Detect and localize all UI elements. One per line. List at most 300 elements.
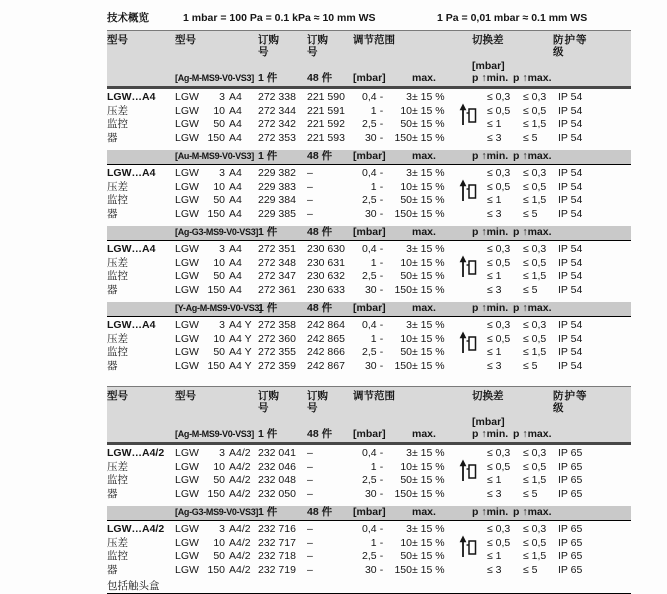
row-group-label: 压差 — [107, 180, 128, 193]
model-prefix: LGW — [175, 180, 199, 193]
range-max: 3 — [406, 167, 412, 179]
model-name — [175, 257, 258, 271]
tolerance: ± 15 % — [412, 243, 445, 255]
model-name — [175, 537, 258, 551]
switch-diff-pmin: ≤ 1 — [487, 474, 502, 486]
order-number-bulk: – — [307, 194, 313, 206]
range-unit-label: [mbar] — [353, 226, 386, 238]
range-max: 150 — [394, 487, 412, 500]
pressure-rising-switch-icon — [457, 534, 479, 560]
range-max: 150 — [394, 563, 412, 576]
adjustment-range — [353, 284, 412, 298]
model-suffix: A4 Y — [229, 319, 252, 331]
pressure-rising-switch-icon — [457, 458, 479, 484]
model-suffix: A4 — [229, 283, 242, 296]
switch-diff-pmax: ≤ 1,5 — [523, 194, 547, 206]
table-row — [107, 550, 631, 564]
range-dash: - — [379, 460, 384, 473]
switch-diff-pmax: ≤ 5 — [523, 207, 538, 220]
conversion-formula-pa: 1 Pa = 0,01 mbar ≈ 0.1 mm WS — [437, 12, 588, 24]
order-number-single: 232 719 — [258, 563, 296, 576]
tolerance: ± 15 % — [412, 180, 445, 193]
order-number-bulk: 230 633 — [307, 283, 345, 296]
block-rows — [107, 165, 631, 224]
protection-rating: IP 54 — [558, 167, 583, 179]
qty-bulk-label: 48 件 — [307, 72, 333, 84]
model-prefix: LGW — [175, 118, 199, 130]
protection-rating: IP 65 — [558, 447, 583, 459]
protection-rating: IP 54 — [558, 104, 583, 117]
switch-diff-pmax: ≤ 1,5 — [523, 270, 547, 282]
switch-diff-pmax: ≤ 5 — [523, 487, 538, 500]
tolerance: ± 15 % — [412, 194, 445, 206]
range-unit-label: [mbar] — [353, 302, 386, 314]
col-model: 型号 — [175, 34, 196, 46]
adjustment-range — [353, 447, 412, 461]
order-number-bulk: 221 590 — [307, 91, 345, 103]
adjustment-range — [353, 208, 412, 222]
col-order-bulk: 订购号 — [307, 34, 328, 58]
switch-diff-pmax: ≤ 0,3 — [523, 167, 547, 179]
switch-diff-pmin: ≤ 0,5 — [487, 536, 511, 549]
model-prefix: LGW — [175, 460, 199, 473]
range-min: 30 — [364, 487, 377, 500]
order-number-single: 232 048 — [258, 474, 296, 486]
table-row — [107, 91, 631, 105]
model-size: 3 — [219, 447, 225, 459]
order-number-single: 232 046 — [258, 460, 296, 473]
col-order-single: 订购号 — [258, 390, 279, 414]
table-row — [107, 194, 631, 208]
model-name — [175, 194, 258, 208]
model-prefix: LGW — [175, 319, 199, 331]
range-dash: - — [379, 131, 384, 144]
variant-header-row — [107, 150, 631, 163]
switch-diff-pmax: ≤ 5 — [523, 563, 538, 576]
range-min: 1 — [370, 180, 377, 193]
range-min: 30 — [364, 207, 377, 220]
conversion-bar — [107, 12, 655, 27]
switch-diff-pmin: ≤ 3 — [487, 359, 502, 372]
range-max: 3 — [406, 319, 412, 331]
model-suffix: A4/2 — [229, 536, 251, 549]
model-prefix: LGW — [175, 487, 199, 500]
adjustment-range — [353, 346, 412, 360]
model-prefix: LGW — [175, 91, 199, 103]
range-max: 10 — [400, 180, 412, 193]
row-group-label: 压差 — [107, 332, 128, 345]
range-min: 2,5 — [362, 474, 377, 486]
pmax-label: p ↑max. — [513, 226, 552, 238]
page-title: 技术概览 — [107, 12, 149, 24]
tolerance: ± 15 % — [412, 487, 445, 500]
order-number-bulk: 242 867 — [307, 359, 345, 372]
model-size: 150 — [207, 283, 225, 296]
model-name — [175, 319, 258, 333]
range-dash: - — [379, 167, 384, 179]
model-suffix: A4 — [229, 104, 242, 117]
model-size: 150 — [207, 359, 225, 372]
protection-rating: IP 65 — [558, 487, 583, 500]
switch-diff-pmin: ≤ 0,3 — [487, 91, 511, 103]
range-min: 30 — [364, 131, 377, 144]
switch-diff-pmax: ≤ 0,3 — [523, 523, 547, 535]
col-order-bulk: 订购号 — [307, 390, 328, 414]
adjustment-range — [353, 257, 412, 271]
protection-rating: IP 54 — [558, 207, 583, 220]
variant-code: [Ag-G3-MS9-V0-VS3] — [175, 227, 259, 237]
col-model: 型号 — [175, 390, 196, 402]
tolerance: ± 15 % — [412, 447, 445, 459]
order-number-single: 272 351 — [258, 243, 296, 255]
switch-diff-pmax: ≤ 1,5 — [523, 550, 547, 562]
model-name — [175, 208, 258, 222]
table-row — [107, 537, 631, 551]
model-size: 10 — [213, 460, 225, 473]
adjustment-range — [353, 360, 412, 374]
variant-code: [Ag-M-MS9-V0-VS3] — [175, 429, 254, 439]
model-suffix: A4/2 — [229, 447, 251, 459]
model-suffix: A4 — [229, 180, 242, 193]
model-suffix: A4 Y — [229, 346, 252, 358]
order-number-bulk: 242 866 — [307, 346, 345, 358]
model-suffix: A4 — [229, 91, 242, 103]
range-min: 1 — [370, 536, 377, 549]
range-min: 30 — [364, 563, 377, 576]
model-size: 50 — [213, 194, 225, 206]
range-dash: - — [379, 91, 384, 103]
pressure-rising-switch-icon — [457, 102, 479, 128]
pmin-label: p ↑min. — [472, 506, 509, 518]
tables-root — [107, 30, 631, 594]
range-dash: - — [379, 447, 384, 459]
pmax-label: p ↑max. — [513, 150, 552, 162]
qty-bulk-label: 48 件 — [307, 150, 333, 162]
range-min: 30 — [364, 283, 377, 296]
protection-rating: IP 65 — [558, 474, 583, 486]
pmax-label: p ↑max. — [513, 302, 552, 314]
order-number-bulk: 221 593 — [307, 131, 345, 144]
model-suffix: A4 — [229, 167, 242, 179]
table-row — [107, 118, 631, 132]
table-blocks — [107, 445, 631, 580]
row-group-label: 器 — [107, 563, 118, 576]
range-max: 150 — [394, 359, 412, 372]
adjustment-range — [353, 537, 412, 551]
range-dash: - — [379, 283, 384, 296]
order-number-single: 229 385 — [258, 207, 296, 220]
range-min: 1 — [370, 256, 377, 269]
row-group-label: 器 — [107, 359, 118, 372]
model-name — [175, 132, 258, 146]
protection-rating: IP 65 — [558, 460, 583, 473]
order-number-bulk: – — [307, 207, 313, 220]
range-min: 30 — [364, 359, 377, 372]
qty-single-label: 1 件 — [258, 150, 278, 162]
model-prefix: LGW — [175, 256, 199, 269]
model-prefix: LGW — [175, 167, 199, 179]
qty-single-label: 1 件 — [258, 506, 278, 518]
variant-band — [107, 506, 631, 521]
range-min: 0,4 — [362, 167, 377, 179]
table-row — [107, 167, 631, 181]
adjustment-range — [353, 564, 412, 578]
model-name — [175, 243, 258, 257]
range-unit-label: [mbar] — [353, 506, 386, 518]
block-rows — [107, 317, 631, 376]
range-min: 0,4 — [362, 91, 377, 103]
variant-header-row — [107, 226, 631, 239]
tolerance: ± 15 % — [412, 346, 445, 358]
order-number-bulk: 221 592 — [307, 118, 345, 130]
switch-diff-pmax: ≤ 0,5 — [523, 180, 547, 193]
model-name — [175, 461, 258, 475]
order-number-bulk: – — [307, 487, 313, 500]
variant-band — [107, 226, 631, 241]
range-dash: - — [379, 104, 384, 117]
order-number-single: 272 361 — [258, 283, 296, 296]
variant-header-row — [107, 302, 631, 315]
range-min: 0,4 — [362, 319, 377, 331]
model-size: 3 — [219, 91, 225, 103]
range-dash: - — [379, 270, 384, 282]
model-name — [175, 91, 258, 105]
range-min: 2,5 — [362, 270, 377, 282]
model-name — [175, 474, 258, 488]
model-suffix: A4 — [229, 118, 242, 130]
pmax-label: p ↑max. — [513, 72, 552, 84]
table-row — [107, 461, 631, 475]
range-max: 3 — [406, 447, 412, 459]
range-dash: - — [379, 118, 384, 130]
pmax-label: p ↑max. — [513, 506, 552, 518]
order-number-single: 232 716 — [258, 523, 296, 535]
tolerance: ± 15 % — [412, 207, 445, 220]
model-size: 150 — [207, 487, 225, 500]
protection-rating: IP 54 — [558, 118, 583, 130]
range-max: 50 — [400, 270, 412, 282]
spec-table — [107, 30, 631, 376]
table-blocks — [107, 89, 631, 376]
row-group-label: 监控 — [107, 194, 128, 206]
range-dash: - — [379, 319, 384, 331]
adjustment-range — [353, 550, 412, 564]
switch-diff-pmin: ≤ 1 — [487, 270, 502, 282]
model-name — [175, 118, 258, 132]
range-min: 0,4 — [362, 523, 377, 535]
switch-diff-pmin: ≤ 3 — [487, 487, 502, 500]
row-group-label: LGW…A4 — [107, 167, 156, 179]
table-row — [107, 132, 631, 146]
model-suffix: A4/2 — [229, 474, 251, 486]
row-group-label: 压差 — [107, 460, 128, 473]
table-row — [107, 333, 631, 347]
range-unit-label: [mbar] — [353, 72, 386, 84]
adjustment-range — [353, 181, 412, 195]
order-number-single: 272 359 — [258, 359, 296, 372]
range-max-label: max. — [412, 226, 436, 238]
protection-rating: IP 54 — [558, 359, 583, 372]
table-row — [107, 488, 631, 502]
protection-rating: IP 54 — [558, 319, 583, 331]
footnote-text: 包括触头盒 — [107, 580, 160, 592]
model-size: 50 — [213, 474, 225, 486]
switch-diff-unit: [mbar] — [472, 416, 505, 428]
table-row — [107, 447, 631, 461]
model-suffix: A4 — [229, 194, 242, 206]
model-suffix: A4/2 — [229, 460, 251, 473]
range-max: 3 — [406, 243, 412, 255]
col-range: 调节范围 — [353, 390, 395, 402]
range-min: 2,5 — [362, 550, 377, 562]
switch-diff-unit: [mbar] — [472, 60, 505, 72]
switch-diff-pmax: ≤ 5 — [523, 359, 538, 372]
table-row — [107, 346, 631, 360]
adjustment-range — [353, 333, 412, 347]
tolerance: ± 15 % — [412, 332, 445, 345]
range-dash: - — [379, 207, 384, 220]
range-max: 50 — [400, 118, 412, 130]
order-number-single: 229 383 — [258, 180, 296, 193]
protection-rating: IP 54 — [558, 194, 583, 206]
range-dash: - — [379, 536, 384, 549]
adjustment-range — [353, 118, 412, 132]
switch-diff-pmin: ≤ 1 — [487, 118, 502, 130]
model-name — [175, 284, 258, 298]
range-max: 10 — [400, 332, 412, 345]
model-prefix: LGW — [175, 474, 199, 486]
switch-diff-pmin: ≤ 0,3 — [487, 319, 511, 331]
model-suffix: A4 — [229, 131, 242, 144]
order-number-bulk: 242 865 — [307, 332, 345, 345]
model-prefix: LGW — [175, 359, 199, 372]
protection-rating: IP 54 — [558, 243, 583, 255]
variant-code: [Ag-G3-MS9-V0-VS3] — [175, 507, 259, 517]
range-max: 50 — [400, 474, 412, 486]
switch-diff-pmin: ≤ 1 — [487, 194, 502, 206]
switch-diff-pmin: ≤ 0,3 — [487, 243, 511, 255]
range-dash: - — [379, 550, 384, 562]
table-row — [107, 270, 631, 284]
model-name — [175, 447, 258, 461]
model-suffix: A4 — [229, 207, 242, 220]
tolerance: ± 15 % — [412, 563, 445, 576]
model-prefix: LGW — [175, 243, 199, 255]
switch-diff-pmin: ≤ 0,5 — [487, 460, 511, 473]
adjustment-range — [353, 523, 412, 537]
variant-header-row — [107, 506, 631, 519]
row-group-label: 器 — [107, 131, 118, 144]
table-row — [107, 474, 631, 488]
switch-diff-pmax: ≤ 0,3 — [523, 447, 547, 459]
switch-diff-pmin: ≤ 3 — [487, 131, 502, 144]
order-number-single: 232 041 — [258, 447, 296, 459]
adjustment-range — [353, 270, 412, 284]
adjustment-range — [353, 91, 412, 105]
adjustment-range — [353, 488, 412, 502]
range-dash: - — [379, 180, 384, 193]
switch-diff-pmax: ≤ 0,3 — [523, 243, 547, 255]
table-row — [107, 360, 631, 374]
model-prefix: LGW — [175, 447, 199, 459]
protection-rating: IP 65 — [558, 563, 583, 576]
pmin-label: p ↑min. — [472, 150, 509, 162]
range-dash: - — [379, 563, 384, 576]
row-group-label: 监控 — [107, 270, 128, 282]
model-prefix: LGW — [175, 563, 199, 576]
qty-single-label: 1 件 — [258, 428, 278, 440]
range-max: 50 — [400, 346, 412, 358]
spec-table — [107, 386, 631, 594]
pressure-rising-switch-icon — [457, 178, 479, 204]
tolerance: ± 15 % — [412, 550, 445, 562]
order-number-bulk: – — [307, 447, 313, 459]
model-size: 150 — [207, 131, 225, 144]
order-number-bulk: – — [307, 523, 313, 535]
switch-diff-pmax: ≤ 0,3 — [523, 91, 547, 103]
model-size: 10 — [213, 180, 225, 193]
table-header — [107, 30, 631, 89]
range-min: 1 — [370, 104, 377, 117]
model-size: 3 — [219, 243, 225, 255]
adjustment-range — [353, 474, 412, 488]
protection-rating: IP 65 — [558, 536, 583, 549]
protection-rating: IP 54 — [558, 131, 583, 144]
switch-diff-pmax: ≤ 0,5 — [523, 104, 547, 117]
order-number-bulk: 230 631 — [307, 256, 345, 269]
column-header-row — [107, 35, 631, 60]
range-dash: - — [379, 359, 384, 372]
model-suffix: A4 — [229, 243, 242, 255]
tolerance: ± 15 % — [412, 359, 445, 372]
switch-diff-pmax: ≤ 5 — [523, 283, 538, 296]
model-prefix: LGW — [175, 131, 199, 144]
table-row — [107, 105, 631, 119]
model-suffix: A4/2 — [229, 523, 251, 535]
tolerance: ± 15 % — [412, 319, 445, 331]
table-row — [107, 208, 631, 222]
model-size: 50 — [213, 346, 225, 358]
table-row — [107, 284, 631, 298]
range-max: 150 — [394, 131, 412, 144]
order-number-bulk: – — [307, 180, 313, 193]
switch-diff-pmin: ≤ 3 — [487, 283, 502, 296]
switch-diff-pmin: ≤ 0,5 — [487, 256, 511, 269]
switch-diff-pmax: ≤ 0,5 — [523, 332, 547, 345]
model-prefix: LGW — [175, 536, 199, 549]
model-suffix: A4 — [229, 270, 242, 282]
qty-bulk-label: 48 件 — [307, 226, 333, 238]
range-min: 2,5 — [362, 194, 377, 206]
variant-band — [107, 150, 631, 165]
range-max: 150 — [394, 207, 412, 220]
switch-diff-pmin: ≤ 0,3 — [487, 447, 511, 459]
model-size: 50 — [213, 118, 225, 130]
range-dash: - — [379, 194, 384, 206]
model-name — [175, 333, 258, 347]
order-number-single: 272 338 — [258, 91, 296, 103]
pmin-label: p ↑min. — [472, 72, 509, 84]
pmin-label: p ↑min. — [472, 302, 509, 314]
model-size: 10 — [213, 536, 225, 549]
protection-rating: IP 54 — [558, 180, 583, 193]
row-group-label: LGW…A4 — [107, 319, 156, 331]
order-number-single: 272 342 — [258, 118, 296, 130]
protection-rating: IP 65 — [558, 550, 583, 562]
switch-diff-pmin: ≤ 0,5 — [487, 180, 511, 193]
switch-diff-unit-row — [107, 60, 631, 72]
row-group-label: LGW…A4/2 — [107, 447, 165, 459]
